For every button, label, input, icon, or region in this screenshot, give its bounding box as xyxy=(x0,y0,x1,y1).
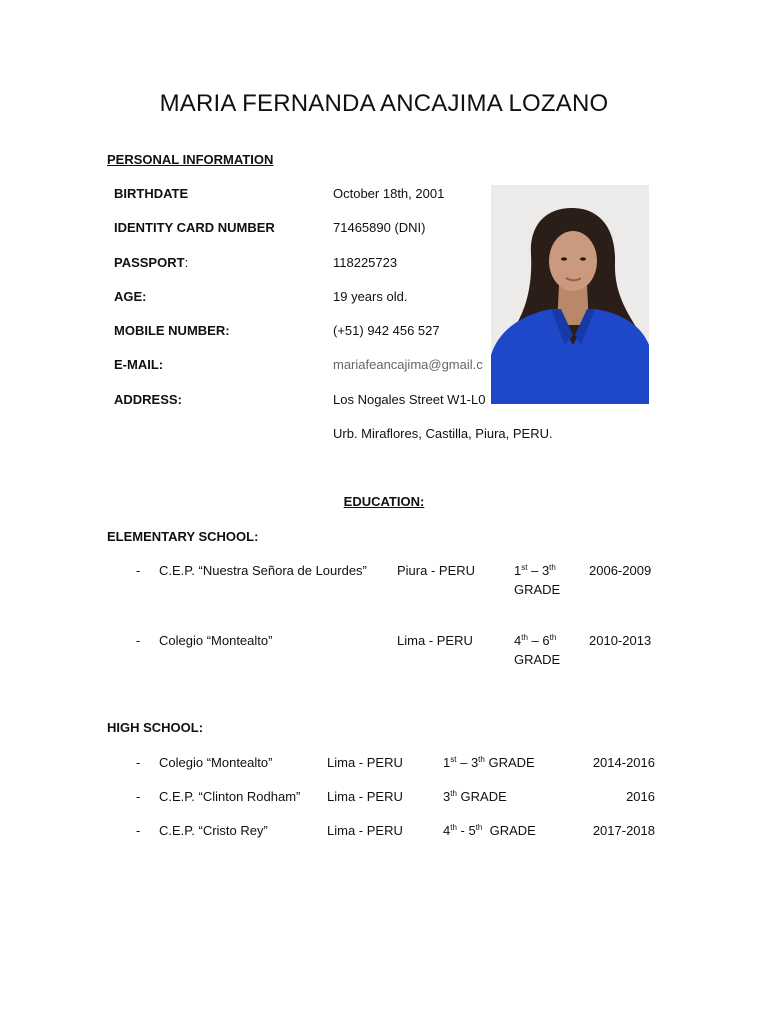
grade-word: GRADE xyxy=(514,582,561,597)
grade-dash: – xyxy=(527,563,542,578)
grade-from: 1 xyxy=(514,563,522,578)
bullet: - xyxy=(136,755,141,770)
info-value: October 18th, 2001 xyxy=(333,186,445,201)
grade-b-suffix: th xyxy=(478,755,485,764)
grade-word: GRADE xyxy=(456,789,507,804)
grade-a-suffix: th xyxy=(450,823,457,832)
info-value: 71465890 (DNI) xyxy=(333,220,426,235)
grade-b-suffix: th xyxy=(475,823,483,832)
info-label-text: PASSPORT xyxy=(114,255,185,270)
info-value: 19 years old. xyxy=(333,289,408,304)
grade-word: GRADE xyxy=(514,652,561,667)
info-value: 118225723 xyxy=(333,255,398,270)
info-label: BIRTHDATE xyxy=(114,186,189,201)
info-label: IDENTITY CARD NUMBER xyxy=(114,220,275,235)
grade-a: 3 xyxy=(443,789,451,804)
grade-a-suffix: th xyxy=(450,789,457,798)
school-location: Lima - PERU xyxy=(397,633,473,648)
school-location: Lima - PERU xyxy=(327,823,403,838)
bullet: - xyxy=(136,823,141,838)
grade-range xyxy=(443,755,535,770)
grade-range xyxy=(443,789,507,804)
school-name: Colegio “Montealto” xyxy=(159,755,273,770)
personal-information-heading: PERSONAL INFORMATION xyxy=(107,152,274,167)
education-heading: EDUCATION: xyxy=(343,494,425,509)
school-years: 2016 xyxy=(626,789,655,804)
grade-range xyxy=(514,563,556,578)
info-value: Los Nogales Street W1-L0 xyxy=(333,392,486,407)
school-location: Lima - PERU xyxy=(327,789,403,804)
bullet: - xyxy=(136,633,141,648)
info-label: ADDRESS: xyxy=(114,392,182,407)
grade-range xyxy=(514,633,556,648)
info-value: Urb. Miraflores, Castilla, Piura, PERU. xyxy=(333,426,553,441)
grade-a-suffix: st xyxy=(450,755,457,764)
grade-from-suffix: th xyxy=(521,633,528,642)
grade-from-suffix: st xyxy=(521,563,528,572)
bullet: - xyxy=(136,563,141,578)
grade-word: GRADE xyxy=(484,755,535,770)
grade-from: 4 xyxy=(514,633,522,648)
bullet: - xyxy=(136,789,141,804)
school-location: Lima - PERU xyxy=(327,755,403,770)
page-title: MARIA FERNANDA ANCAJIMA LOZANO xyxy=(159,90,609,117)
info-label: MOBILE NUMBER: xyxy=(114,323,230,338)
grade-to-suffix: th xyxy=(549,633,557,642)
portrait-photo xyxy=(491,185,649,404)
grade-to: 6 xyxy=(542,633,550,648)
grade-word: GRADE xyxy=(482,823,536,838)
list-item-elementary-2 xyxy=(0,633,768,673)
grade-b: 5 xyxy=(468,823,476,838)
school-years: 2010-2013 xyxy=(589,633,652,648)
grade-to-suffix: th xyxy=(549,563,556,572)
school-name: C.E.P. “Nuestra Señora de Lourdes” xyxy=(159,563,367,578)
high-school-heading: HIGH SCHOOL: xyxy=(107,720,204,735)
email-link[interactable]: mariafeancajima@gmail.c xyxy=(333,357,483,372)
list-item-high-3 xyxy=(0,823,768,863)
info-label: E-MAIL: xyxy=(114,357,164,372)
info-label-colon: : xyxy=(184,255,189,270)
school-name: C.E.P. “Cristo Rey” xyxy=(159,823,268,838)
portrait-photo-icon xyxy=(491,185,649,404)
grade-b: 3 xyxy=(470,755,479,770)
school-years: 2014-2016 xyxy=(592,755,655,770)
info-label: AGE: xyxy=(114,289,147,304)
grade-separator: - xyxy=(456,823,469,838)
grade-a: 1 xyxy=(443,755,451,770)
grade-a: 4 xyxy=(443,823,451,838)
list-item-elementary-1 xyxy=(0,563,768,603)
school-location: Piura - PERU xyxy=(397,563,476,578)
info-label xyxy=(114,255,188,270)
grade-dash: – xyxy=(527,633,543,648)
school-name: C.E.P. “Clinton Rodham” xyxy=(159,789,301,804)
school-years: 2006-2009 xyxy=(589,563,652,578)
info-value: (+51) 942 456 527 xyxy=(333,323,440,338)
school-years: 2017-2018 xyxy=(592,823,655,838)
elementary-school-heading: ELEMENTARY SCHOOL: xyxy=(107,529,259,544)
school-name: Colegio “Montealto” xyxy=(159,633,273,648)
grade-separator: – xyxy=(456,755,471,770)
grade-to: 3 xyxy=(541,563,550,578)
grade-range xyxy=(443,823,536,838)
